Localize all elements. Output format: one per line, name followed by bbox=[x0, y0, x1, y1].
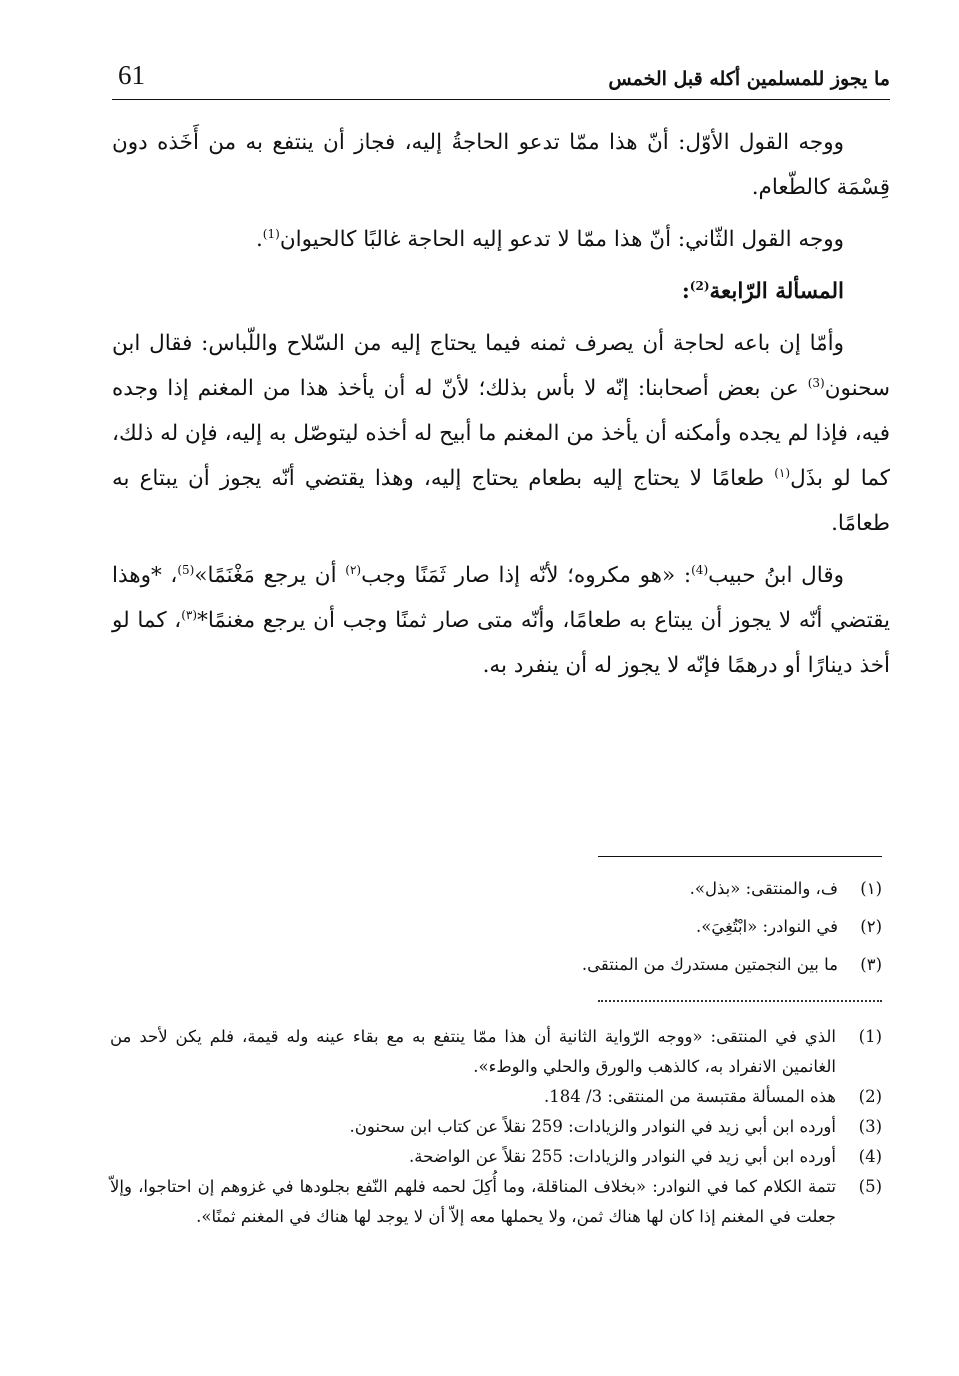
footnote-text: تتمة الكلام كما في النوادر: «بخلاف المناقلة، وما أُكِلَ لحمه فلهم النّفع بجلودها في غزوهم إن احتاجوا، وإلاّ جعلت في المغنم إذا كان لها هناك ثمن، ولا يحملها معه إلاّ أن لا يوجد لها هناك في المغنم ثمنًا». bbox=[110, 1177, 836, 1226]
footnote-ref: (5) bbox=[177, 562, 195, 577]
footnote-number: (5) bbox=[858, 1177, 882, 1196]
footnote-ref: (4) bbox=[691, 562, 709, 577]
header-rule bbox=[112, 99, 890, 100]
paragraph-second-opinion: ووجه القول الثّاني: أنّ هذا ممّا لا تدعو إليه الحاجة غالبًا كالحيوان$^{(1)}$. bbox=[255, 226, 844, 252]
footnote-item bbox=[300, 870, 882, 908]
apparatus-notes bbox=[300, 870, 882, 984]
footnote-ref: (٣) bbox=[181, 607, 198, 622]
footnote-ref: (2) bbox=[689, 278, 710, 293]
footnote-number: (3) bbox=[858, 1117, 882, 1136]
footnote-separator bbox=[598, 856, 882, 857]
paragraph-first-opinion: ووجه القول الأوّل: أنّ هذا ممّا تدعو الحاجةُ إليه، فجاز أن ينتفع به من أَخَذه دون قِسْمَة كالطّعام. bbox=[112, 130, 890, 200]
paragraph-sale: وأمّا إن باعه لحاجة أن يصرف ثمنه فيما يحتاج إليه من السّلاح واللّباس: فقال ابن سحنون$^{(3)}$ عن بعض أصحابنا: إنّه لا بأس بذلك؛ لأنّ له أن يأخذ هذا من المغنم إذا وجده فيه، فإذا لم يجده وأمكنه أن يأخذ من المغنم ما أبيح له أخذه ليتوصّل به إليه، فإن له ذلك، كما لو بذَل$^{(١)}$ طعامًا لا يحتاج إليه بطعام يحتاج إليه، وهذا يقتضي أنّه يجوز أن يبتاع به طعامًا. bbox=[112, 331, 890, 536]
paragraph-ibn-habib: وقال ابنُ حبيب$^{(4)}$: «هو مكروه؛ لأنّه إذا صار ثَمَنًا وجب$^{(٢)}$ أن يرجع مَغْنَمًا»$^{(5)}$، *وهذا يقتضي أنّه لا يجوز أن يبتاع به طعامًا، وأنّه متى صار ثمنًا وجب أن يرجع مغنمًا*$^{(٣)}$، كما لو أخذ دينارًا أو درهمًا فإنّه لا يجوز له أن ينفرد به. bbox=[112, 562, 891, 678]
footnote-text: ما بين النجمتين مستدرك من المنتقى. bbox=[581, 955, 838, 974]
footnote-number: (2) bbox=[858, 1087, 882, 1106]
footnote-text: أورده ابن أبي زيد في النوادر والزيادات: 255 نقلاً عن الواضحة. bbox=[408, 1147, 836, 1166]
footnote-number: (٢) bbox=[860, 917, 882, 936]
dotted-separator bbox=[598, 1000, 882, 1002]
footnote-number: (4) bbox=[858, 1147, 882, 1166]
footnote-ref: (3) bbox=[807, 375, 825, 390]
footnote-ref: (٢) bbox=[345, 562, 362, 577]
footnote-text: ف، والمنتقى: «بذل». bbox=[689, 879, 838, 898]
footnote-text: هذه المسألة مقتبسة من المنتقى: 3/ 184. bbox=[544, 1087, 836, 1106]
footnote-text: في النوادر: «ابْتُغِيَ». bbox=[695, 917, 838, 936]
footnote-number: (٣) bbox=[860, 955, 882, 974]
footnote-ref: (١) bbox=[774, 465, 791, 480]
section-heading: المسألة الرّابعة$^{(2)}$: bbox=[681, 278, 844, 304]
running-title: ما يجوز للمسلمين أكله قبل الخمس bbox=[608, 68, 890, 90]
footnote-item bbox=[110, 1142, 882, 1172]
footnote-text: أورده ابن أبي زيد في النوادر والزيادات: 259 نقلاً عن كتاب ابن سحنون. bbox=[349, 1117, 836, 1136]
footnote-item bbox=[110, 1022, 882, 1082]
page-number: 61 bbox=[118, 60, 145, 90]
footnote-number: (١) bbox=[860, 879, 882, 898]
main-text bbox=[112, 120, 890, 695]
page-header bbox=[110, 58, 890, 98]
footnote-item bbox=[300, 908, 882, 946]
footnote-item bbox=[110, 1082, 882, 1112]
footnote-text: الذي في المنتقى: «ووجه الرّواية الثانية أن هذا ممّا ينتفع به مع بقاء عينه وله قيمة، فلم يكن لأحد من الغانمين الانفراد به، كالذهب والورق والحلي والوطء». bbox=[110, 1027, 836, 1076]
reference-notes bbox=[110, 1022, 882, 1232]
footnote-ref: (1) bbox=[262, 226, 280, 241]
footnote-item bbox=[110, 1172, 882, 1232]
footnote-item bbox=[300, 946, 882, 984]
footnote-number: (1) bbox=[858, 1027, 882, 1046]
footnote-item bbox=[110, 1112, 882, 1142]
